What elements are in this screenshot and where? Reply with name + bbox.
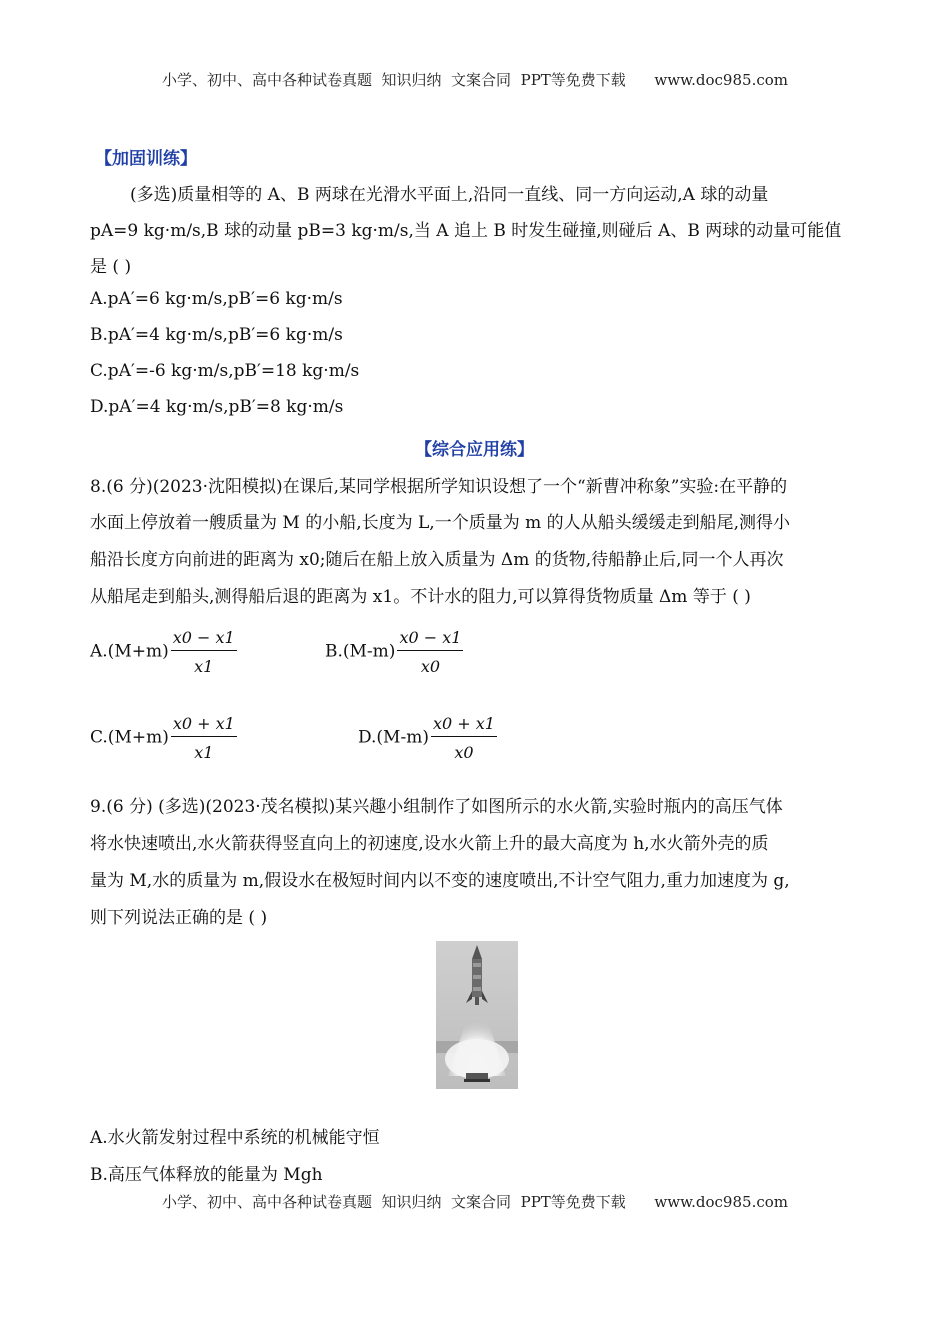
option-d: D.pA′=4 kg·m/s,pB′=8 kg·m/s [90,397,344,417]
q8-option-d-prefix: D.(M-m) [358,727,429,748]
fraction-denominator: x1 [194,743,214,762]
q8-line-3: 船沿长度方向前进的距离为 x0;随后在船上放入质量为 Δm 的货物,待船静止后,同一个人再次 [90,550,784,570]
q8-line-1: 8.(6 分)(2023·沈阳模拟)在课后,某同学根据所学知识设想了一个“新曹冲称象”实验:在平静的 [90,477,788,497]
option-a: A.pA′=6 kg·m/s,pB′=6 kg·m/s [90,289,343,309]
q8-option-c-prefix: C.(M+m) [90,727,169,748]
q8-line-2: 水面上停放着一艘质量为 M 的小船,长度为 L,一个质量为 m 的人从船头缓缓走到船尾,测得小 [90,513,791,533]
q8-option-b-prefix: B.(M-m) [325,641,396,662]
q8-line-4: 从船尾走到船头,测得船后退的距离为 x1。不计水的阻力,可以算得货物质量 Δm 等于 ( ) [90,587,751,607]
option-c: C.pA′=-6 kg·m/s,pB′=18 kg·m/s [90,361,360,381]
page-footer: 小学、初中、高中各种试卷真题 知识归纳 文案合同 PPT等免费下载 www.doc985.com [161,1193,788,1211]
q8-option-c [90,714,237,762]
question-text-line-3: 是 ( ) [90,257,132,277]
fraction-numerator: x0 − x1 [397,628,463,651]
q8-option-a-prefix: A.(M+m) [90,641,169,662]
fraction-numerator: x0 + x1 [171,714,237,737]
question-text-line-2: pA=9 kg·m/s,B 球的动量 pB=3 kg·m/s,当 A 追上 B 时发生碰撞,则碰后 A、B 两球的动量可能值 [90,221,842,241]
fraction-numerator: x0 − x1 [171,628,237,651]
q9-line-4: 则下列说法正确的是 ( ) [90,908,268,928]
q9-line-2: 将水快速喷出,水火箭获得竖直向上的初速度,设水火箭上升的最大高度为 h,水火箭外壳的质 [90,834,769,854]
water-rocket-photo [436,941,518,1089]
q8-option-a-fraction [171,628,237,676]
q9-option-b: B.高压气体释放的能量为 Mgh [90,1165,323,1185]
section-title-comprehensive: 【综合应用练】 [415,440,534,460]
q8-option-b-fraction [397,628,463,676]
fraction-denominator: x0 [420,657,441,676]
fraction-numerator: x0 + x1 [431,714,497,737]
option-b: B.pA′=4 kg·m/s,pB′=6 kg·m/s [90,325,343,345]
q8-option-b [325,628,463,676]
fraction-denominator: x1 [194,657,214,676]
question-text-line-1: (多选)质量相等的 A、B 两球在光滑水平面上,沿同一直线、同一方向运动,A 球的动量 [130,185,769,205]
q8-option-a [90,628,237,676]
q8-option-d-fraction [431,714,497,762]
q8-option-c-fraction [171,714,237,762]
section-title-reinforcement: 【加固训练】 [95,149,197,169]
q9-option-a: A.水火箭发射过程中系统的机械能守恒 [90,1128,380,1148]
page-header: 小学、初中、高中各种试卷真题 知识归纳 文案合同 PPT等免费下载 www.doc985.com [161,71,788,89]
fraction-denominator: x0 [454,743,474,762]
q8-option-d [358,714,497,762]
q9-line-3: 量为 M,水的质量为 m,假设水在极短时间内以不变的速度喷出,不计空气阻力,重力加速度为 g, [90,871,790,891]
water-rocket-illustration [436,941,518,1089]
q9-line-1: 9.(6 分) (多选)(2023·茂名模拟)某兴趣小组制作了如图所示的水火箭,实验时瓶内的高压气体 [90,797,783,817]
